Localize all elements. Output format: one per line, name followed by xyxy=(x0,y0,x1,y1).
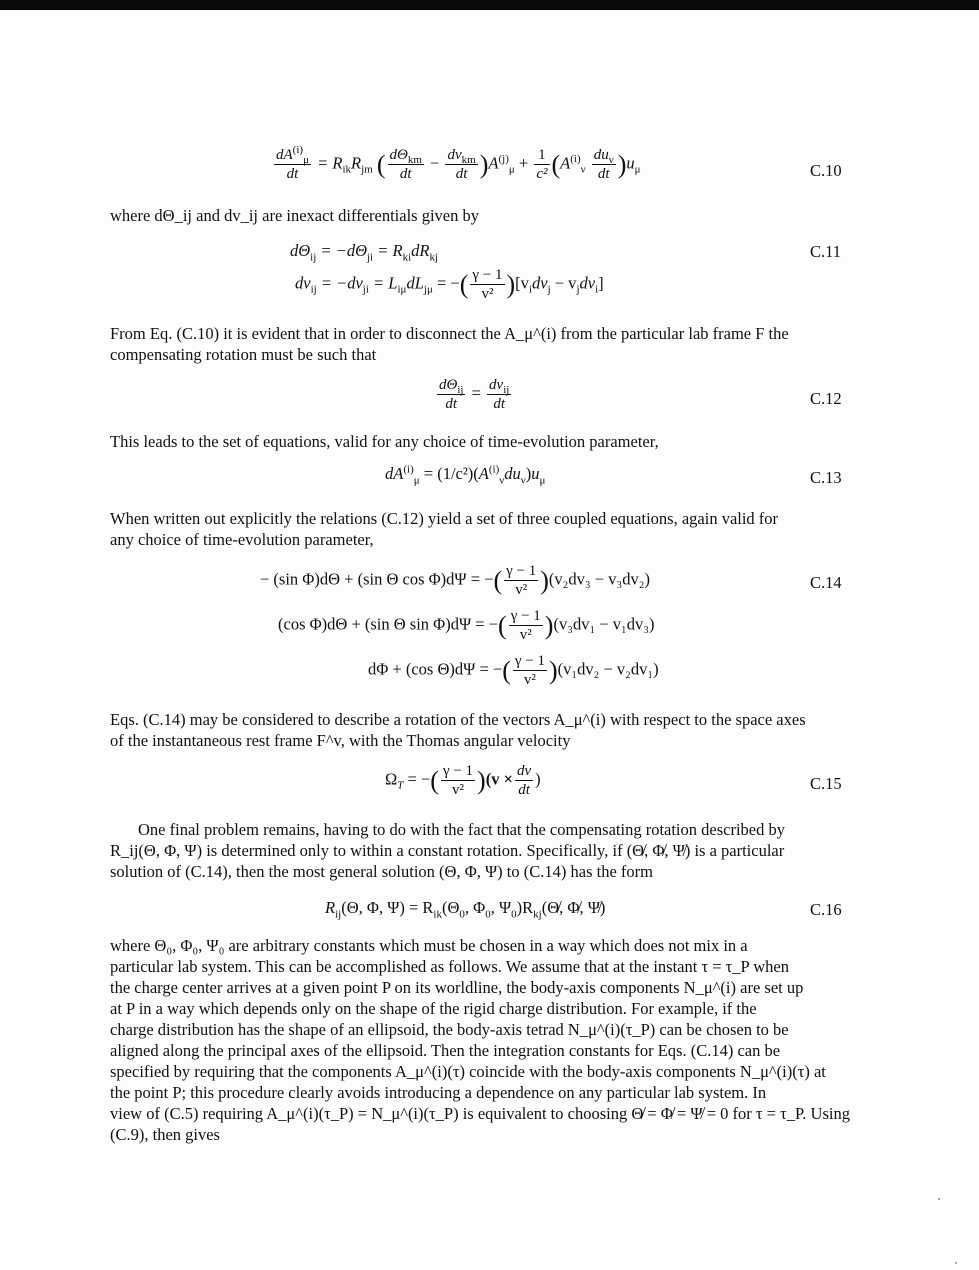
math-symbol: = R xyxy=(373,241,403,260)
subscript: μ xyxy=(634,163,641,176)
math-symbol: dt xyxy=(445,396,458,412)
subscript: ik xyxy=(342,163,351,176)
fraction: $\frac{\gamma - 1}{\text{v²}}$ xyxy=(506,563,537,598)
subscript: j xyxy=(576,283,580,296)
text-line: aligned along the principal axes of the ellipsoid. Then the integration constants for Eqs. (C.14) can be xyxy=(110,1041,781,1060)
subscript: μ xyxy=(539,474,546,487)
math-symbol: − v xyxy=(550,273,577,293)
scan-speck xyxy=(938,1198,940,1200)
right-paren: ) xyxy=(525,464,532,483)
equation-number: C.16 xyxy=(810,900,842,919)
text-line: view of (C.5) requiring A_μ^(i)(τ_P) = N_μ^(i)(τ_P) is equivalent to choosing Θ̸ = Φ̸ = Ψ̸ = 0 for τ = τ_P. Using xyxy=(110,1104,850,1123)
math-symbol: dt xyxy=(518,782,530,798)
equation-number: C.11 xyxy=(810,242,842,261)
equation-c11-line2 xyxy=(295,266,604,303)
subscript: ν xyxy=(580,163,586,176)
math-symbol: R xyxy=(325,898,336,917)
operator: = − xyxy=(432,273,460,293)
subscript: km xyxy=(461,154,476,166)
math-symbol: dΘ xyxy=(290,241,311,260)
right-paren: ) xyxy=(617,150,627,179)
superscript: (i) xyxy=(488,463,500,476)
right-paren: ) xyxy=(540,566,549,595)
equation-number: C.13 xyxy=(810,468,842,487)
math-symbol: A xyxy=(560,153,571,173)
math-symbol: = L xyxy=(368,273,398,293)
subscript: kj xyxy=(429,251,439,264)
equation-c13 xyxy=(385,463,546,487)
subscript: ij xyxy=(457,384,464,396)
text-line: of the instantaneous rest frame F^v, with the Thomas angular velocity xyxy=(110,731,571,750)
math-expression: )R xyxy=(516,898,534,917)
math-symbol: dt xyxy=(493,396,506,412)
fraction xyxy=(388,146,424,183)
fraction: $\frac{\gamma - 1}{\text{v²}}$ xyxy=(514,653,545,688)
math-symbol: u xyxy=(531,464,540,483)
operator: = − xyxy=(403,769,431,789)
math-symbol: dv xyxy=(447,147,462,163)
math-expression: − (sin Φ)dΘ + (sin Θ cos Φ)dΨ = − xyxy=(260,569,494,589)
fraction xyxy=(487,376,511,413)
text-line: compensating rotation must be such that xyxy=(110,345,377,364)
subscript: i xyxy=(528,283,532,296)
paragraph xyxy=(110,709,850,751)
fraction: $\frac{1}{\text{c²}}$ xyxy=(536,147,548,182)
subscript: ji xyxy=(362,283,369,296)
paragraph xyxy=(110,431,850,452)
subscript: kj xyxy=(533,908,542,921)
left-paren: ( xyxy=(493,566,503,595)
math-expression: , Ψ xyxy=(490,898,512,917)
right-paren: ) xyxy=(477,766,486,795)
math-expression: (Θ, Φ, Ψ) = R xyxy=(341,898,434,917)
subscript: jm xyxy=(361,163,373,176)
math-symbol: du xyxy=(593,147,609,163)
math-expression: , Φ xyxy=(464,898,486,917)
paragraph xyxy=(110,819,850,882)
paragraph xyxy=(110,205,850,226)
text-line: any choice of time-evolution parameter, xyxy=(110,530,374,549)
superscript: (j) xyxy=(498,152,509,165)
subscript: ki xyxy=(402,251,412,264)
right-paren: ) xyxy=(479,150,489,179)
math-expression: dΦ + (cos Θ)dΨ = − xyxy=(368,659,503,679)
fraction: $\frac{\gamma - 1}{\text{v²}}$ xyxy=(442,763,474,798)
fraction: $\frac{\gamma - 1}{\text{v²}}$ xyxy=(510,608,541,643)
math-symbol: dt xyxy=(399,166,412,182)
math-symbol: dv xyxy=(295,273,311,293)
text-line: where Θ₀, Φ₀, Ψ₀ are arbitrary constants which must be chosen in a way which does not mix in a xyxy=(110,936,748,955)
math-symbol: dΘ xyxy=(439,377,458,393)
fraction xyxy=(437,376,465,413)
subscript: ν xyxy=(520,474,526,487)
math-symbol: dv xyxy=(531,273,548,293)
equation-c14-line3 xyxy=(368,652,659,689)
equation-c10 xyxy=(272,146,641,183)
subscript: T xyxy=(397,779,404,792)
left-paren: ( xyxy=(430,766,439,795)
subscript: ν xyxy=(499,474,505,487)
text-line: solution of (C.14), then the most general solution (Θ, Φ, Ψ) to (C.14) has the form xyxy=(110,862,653,881)
math-symbol: dΘ xyxy=(389,147,408,163)
math-symbol: du xyxy=(504,464,521,483)
text-line: When written out explicitly the relations (C.12) yield a set of three coupled equations, again valid for xyxy=(110,509,779,528)
left-paren: ( xyxy=(473,464,479,483)
subscript: ik xyxy=(433,908,442,921)
math-symbol: [v xyxy=(515,273,529,293)
operator: − xyxy=(430,153,440,173)
text-line: One final problem remains, having to do with the fact that the compensating rotation described by xyxy=(138,820,785,839)
equation-c15 xyxy=(385,762,541,799)
superscript: (i) xyxy=(570,152,581,165)
math-symbol: dA xyxy=(276,147,293,163)
fraction xyxy=(274,146,311,183)
math-expression: (v₃dv₁ − v₁dv₃) xyxy=(553,614,655,634)
math-symbol: dR xyxy=(411,241,430,260)
fraction xyxy=(515,762,533,799)
math-symbol: ) xyxy=(535,769,541,789)
math-symbol: A xyxy=(488,153,499,173)
scan-top-border xyxy=(0,0,979,10)
subscript: km xyxy=(407,154,422,166)
operator: = xyxy=(471,383,481,403)
math-symbol: dt xyxy=(597,166,610,182)
text-line: at P in a way which depends only on the shape of the rigid charge distribution. For example, if the xyxy=(110,999,757,1018)
subscript: i xyxy=(595,283,599,296)
fraction xyxy=(592,146,616,183)
left-paren: ( xyxy=(551,150,561,179)
subscript: μ xyxy=(303,154,309,166)
equation-c16 xyxy=(325,897,606,921)
math-symbol: = (1/c²) xyxy=(419,464,474,483)
left-paren: ( xyxy=(459,270,469,299)
subscript: ij xyxy=(310,251,317,264)
math-expression: (Θ xyxy=(441,898,460,917)
subscript: iμ xyxy=(397,283,407,296)
equation-number: C.10 xyxy=(810,161,842,180)
text-line: where dΘ_ij and dv_ij are inexact differentials given by xyxy=(110,206,479,225)
math-symbol: R xyxy=(351,153,362,173)
text-line: specified by requiring that the components A_μ^(i)(τ) coincide with the body-axis components N_μ^(i)(τ) at xyxy=(110,1062,826,1081)
math-expression: (v₂dv₃ − v₃dv₂) xyxy=(548,569,650,589)
subscript: ji xyxy=(366,251,374,264)
math-symbol: dA xyxy=(385,464,404,483)
left-paren: ( xyxy=(498,611,507,640)
subscript: 0 xyxy=(459,908,465,921)
text-line: This leads to the set of equations, valid for any choice of time-evolution parameter, xyxy=(110,432,659,451)
subscript: μ xyxy=(413,474,420,487)
subscript: ν xyxy=(608,154,614,166)
subscript: jμ xyxy=(423,283,433,296)
fraction xyxy=(445,146,477,183)
left-paren: ( xyxy=(376,150,386,179)
math-expression: (Θ̸, Φ̸, Ψ̸) xyxy=(541,898,606,917)
paragraph xyxy=(110,935,850,1145)
math-symbol: dt xyxy=(455,166,468,182)
right-paren: ) xyxy=(506,270,516,299)
right-paren: ) xyxy=(548,656,558,685)
subscript: ij xyxy=(503,384,510,396)
math-symbol: Ω xyxy=(385,769,398,789)
math-symbol: = −dv xyxy=(316,273,363,293)
right-paren: ) xyxy=(544,611,554,640)
equation-number: C.14 xyxy=(810,573,842,592)
math-symbol: dv xyxy=(489,377,504,393)
math-symbol: A xyxy=(478,464,489,483)
subscript: ij xyxy=(310,283,317,296)
math-symbol: dL xyxy=(406,273,424,293)
left-paren: ( xyxy=(502,656,511,685)
text-line: Eqs. (C.14) may be considered to describe a rotation of the vectors A_μ^(i) with respect to the space axes xyxy=(110,710,806,729)
math-symbol: = −dΘ xyxy=(316,241,367,260)
scan-speck xyxy=(955,1262,957,1264)
text-line: particular lab system. This can be accomplished as follows. We assume that at the instant τ = τ_P when xyxy=(110,957,789,976)
text-line: the point P; this procedure clearly avoids introducing a dependence on any particular lab system. In xyxy=(110,1083,767,1102)
subscript: 0 xyxy=(485,908,491,921)
math-symbol: dt xyxy=(286,166,299,182)
math-expression: (cos Φ)dΘ + (sin Θ sin Φ)dΨ = − xyxy=(278,614,499,634)
equation-number: C.12 xyxy=(810,389,842,408)
text-line: From Eq. (C.10) it is evident that in order to disconnect the A_μ^(i) from the particular lab frame F the xyxy=(110,324,789,343)
fraction: $\frac{\gamma - 1}{\text{v²}}$ xyxy=(472,267,503,302)
math-expression: (v₁dv₂ − v₂dv₁) xyxy=(557,659,659,679)
text-line: R_ij(Θ, Φ, Ψ) is determined only to within a constant rotation. Specifically, if (Θ̸, Φ̸, Ψ̸) is a particular xyxy=(110,841,785,860)
subscript: j xyxy=(547,283,551,296)
math-symbol: ] xyxy=(598,273,604,293)
text-line: (C.9), then gives xyxy=(110,1125,220,1144)
paragraph xyxy=(110,508,850,550)
operator: + xyxy=(518,153,529,173)
subscript: ij xyxy=(335,908,342,921)
equation-c14-line2 xyxy=(278,607,655,644)
superscript: (i) xyxy=(403,463,414,476)
math-symbol: c² xyxy=(536,166,548,182)
equation-c12 xyxy=(435,376,513,413)
equation-c11-line1 xyxy=(290,240,439,264)
equation-c14-line1 xyxy=(260,562,650,599)
text-line: charge distribution has the shape of an ellipsoid, the body-axis tetrad N_μ^(i)(τ_P) can be chosen to be xyxy=(110,1020,789,1039)
text-line: the charge center arrives at a given point P on its worldline, the body-axis components N_μ^(i) are set up xyxy=(110,978,804,997)
math-symbol: (v × xyxy=(485,769,513,789)
math-symbol: u xyxy=(626,153,635,173)
math-symbol: dv xyxy=(516,763,532,779)
math-symbol: dv xyxy=(579,273,596,293)
equation-number: C.15 xyxy=(810,774,842,793)
subscript: μ xyxy=(508,163,515,176)
superscript: (i) xyxy=(292,144,304,156)
math-symbol: = R xyxy=(317,153,343,173)
paragraph xyxy=(110,323,850,365)
subscript: 0 xyxy=(511,908,517,921)
